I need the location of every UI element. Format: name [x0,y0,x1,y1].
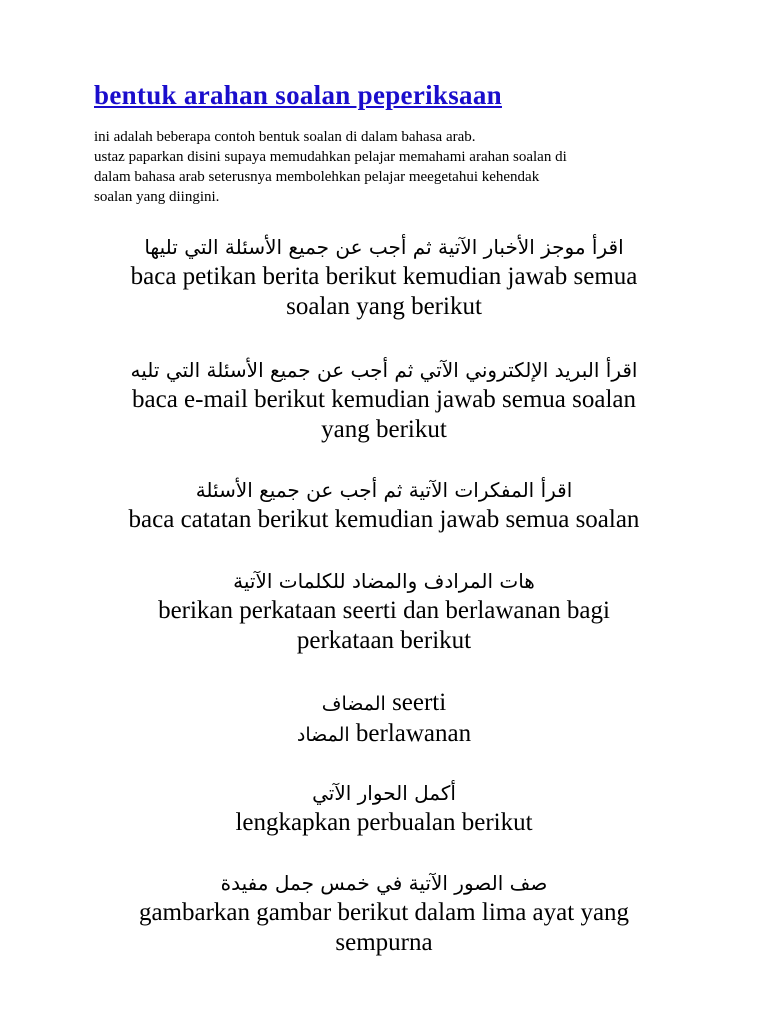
arabic-term: المضاف [321,693,386,715]
malay-term: seerti [392,689,447,716]
arabic-instruction: اقرأ المفكرات الآتية ثم أجب عن جميع الأسئلة [195,478,573,502]
arabic-instruction: أكمل الحوار الآتي [312,781,456,805]
arabic-term: المضاد [296,724,350,746]
arabic-instruction: اقرأ موجز الأخبار الآتية ثم أجب عن جميع الأسئلة التي تليها [144,235,624,259]
intro-line: ini adalah beberapa contoh bentuk soalan di dalam bahasa arab. [94,129,476,145]
malay-translation-line: baca e-mail berikut kemudian jawab semua soalan [132,386,636,413]
intro-paragraph [94,127,694,207]
term-pair [40,719,728,750]
intro-line: ustaz paparkan disini supaya memudahkan pelajar memahami arahan soalan di [94,149,567,165]
instruction-item [40,868,728,958]
instruction-item [40,355,728,445]
intro-line: soalan yang diingini. [94,189,220,205]
malay-translation-line: baca catatan berikut kemudian jawab semua soalan [128,506,640,533]
term-pair [40,688,728,719]
arabic-instruction: اقرأ البريد الإلكتروني الآتي ثم أجب عن جميع الأسئلة التي تليه [130,358,638,382]
malay-translation-line: perkataan berikut [296,627,472,654]
malay-translation-line: lengkapkan perbualan berikut [235,809,533,836]
arabic-instruction: هات المرادف والمضاد للكلمات الآتية [233,569,535,593]
malay-translation-line: yang berikut [321,416,447,443]
malay-translation-line: soalan yang berikut [286,293,482,320]
instruction-item [40,566,728,656]
intro-line: dalam bahasa arab seterusnya membolehkan pelajar meegetahui kehendak [94,169,540,185]
malay-translation-line: gambarkan gambar berikut dalam lima ayat yang [138,899,630,926]
malay-translation-line: baca petikan berita berikut kemudian jawab semua [130,263,638,290]
term-pairs [40,688,728,750]
malay-translation-line: sempurna [335,929,433,956]
instruction-item [40,778,728,838]
instruction-item [40,475,728,535]
malay-term: berlawanan [355,720,472,747]
page-title-link[interactable]: bentuk arahan soalan peperiksaan [94,80,502,110]
instruction-item [40,232,728,322]
arabic-instruction: صف الصور الآتية في خمس جمل مفيدة [220,871,548,895]
malay-translation-line: berikan perkataan seerti dan berlawanan bagi [158,597,610,624]
